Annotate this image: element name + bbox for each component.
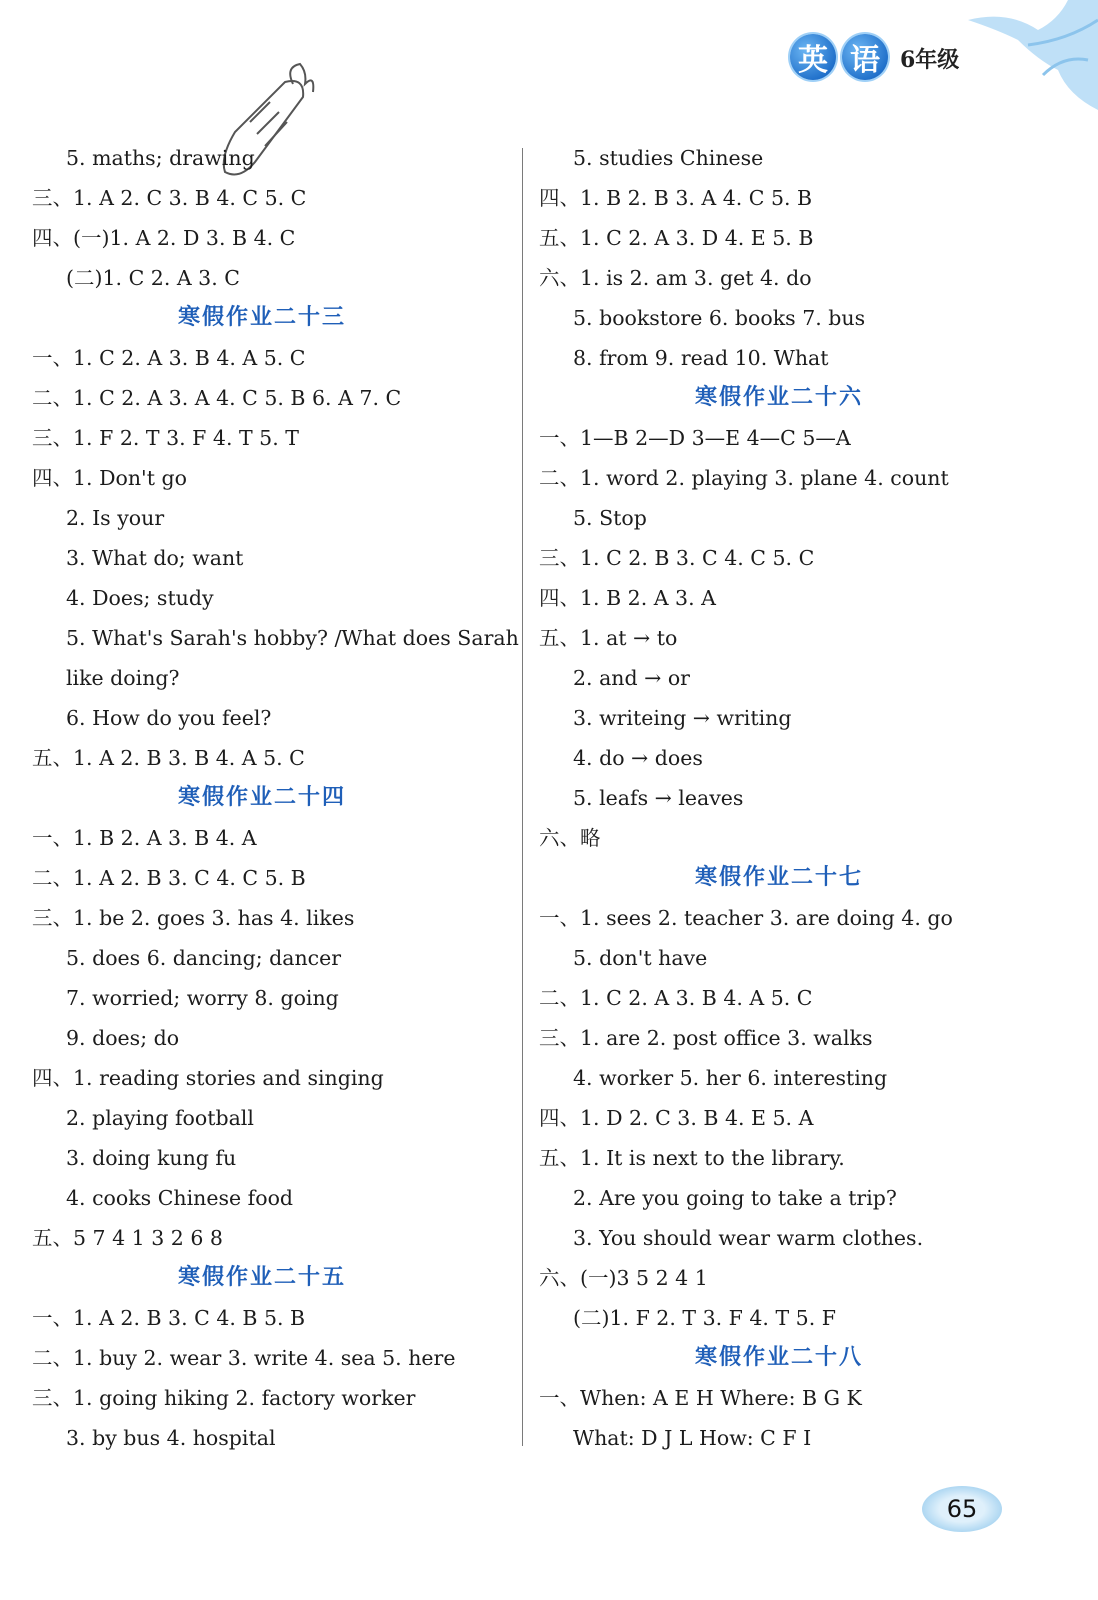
answer-line: 三、1. C 2. B 3. C 4. C 5. C bbox=[539, 546, 815, 570]
answer-line: 一、1. A 2. B 3. C 4. B 5. B bbox=[32, 1306, 306, 1330]
answer-line: 二、1. buy 2. wear 3. write 4. sea 5. here bbox=[32, 1346, 456, 1370]
answer-line: 4. Does; study bbox=[66, 586, 214, 610]
section-title: 寒假作业二十七 bbox=[694, 865, 863, 890]
answer-line: 三、1. be 2. goes 3. has 4. likes bbox=[32, 906, 355, 930]
section-title: 寒假作业二十五 bbox=[177, 1265, 346, 1290]
answer-line: like doing? bbox=[66, 666, 180, 690]
answer-line: 5. leafs → leaves bbox=[573, 786, 744, 810]
answer-line: 2. and → or bbox=[573, 666, 690, 690]
section-title: 寒假作业二十八 bbox=[694, 1345, 863, 1370]
answer-line: 二、1. word 2. playing 3. plane 4. count bbox=[539, 466, 949, 490]
answer-line: 五、5 7 4 1 3 2 6 8 bbox=[32, 1226, 223, 1250]
answer-line: 一、1. sees 2. teacher 3. are doing 4. go bbox=[539, 906, 953, 930]
answer-line: 2. Is your bbox=[66, 506, 165, 530]
answer-line: 5. does 6. dancing; dancer bbox=[66, 946, 342, 970]
answer-line: 5. maths; drawing bbox=[66, 146, 255, 170]
answer-line: 3. by bus 4. hospital bbox=[66, 1426, 276, 1450]
answer-line: 五、1. at → to bbox=[539, 626, 678, 650]
answer-line: 一、1. B 2. A 3. B 4. A bbox=[32, 826, 257, 850]
answer-line: 二、1. A 2. B 3. C 4. C 5. B bbox=[32, 866, 306, 890]
grade-label: 6年级 bbox=[900, 47, 960, 73]
section-title: 寒假作业二十六 bbox=[694, 385, 863, 410]
answer-line: 三、1. going hiking 2. factory worker bbox=[32, 1386, 416, 1410]
answer-line: 4. cooks Chinese food bbox=[66, 1186, 294, 1210]
page-number: 65 bbox=[946, 1495, 978, 1523]
answer-line: 四、1. B 2. A 3. A bbox=[539, 586, 716, 610]
answer-line: 三、1. A 2. C 3. B 4. C 5. C bbox=[32, 186, 307, 210]
answer-line: 六、(一)3 5 2 4 1 bbox=[539, 1266, 708, 1290]
answer-line: 3. writeing → writing bbox=[573, 706, 792, 730]
answer-line: 3. doing kung fu bbox=[66, 1146, 237, 1170]
answer-line: 四、1. D 2. C 3. B 4. E 5. A bbox=[539, 1106, 814, 1130]
page-number-badge bbox=[922, 1486, 1002, 1532]
answer-line: 5. What's Sarah's hobby? /What does Sarah bbox=[66, 626, 519, 650]
section-title: 寒假作业二十三 bbox=[177, 305, 346, 330]
snow-branch-icon bbox=[948, 0, 1098, 110]
answer-line: 8. from 9. read 10. What bbox=[573, 346, 829, 370]
answer-line: 五、1. A 2. B 3. B 4. A 5. C bbox=[32, 746, 305, 770]
subject-badge-second: 语 bbox=[842, 34, 888, 80]
answer-line: 4. do → does bbox=[573, 746, 703, 770]
answer-line: 二、1. C 2. A 3. A 4. C 5. B 6. A 7. C bbox=[32, 386, 402, 410]
answer-line: 一、When: A E H Where: B G K bbox=[539, 1386, 862, 1410]
answer-line: (二)1. C 2. A 3. C bbox=[66, 266, 240, 290]
answer-line: 6. How do you feel? bbox=[66, 706, 272, 730]
answer-line: 六、略 bbox=[539, 826, 601, 850]
answer-line: 5. studies Chinese bbox=[573, 146, 764, 170]
answer-line: 二、1. C 2. A 3. B 4. A 5. C bbox=[539, 986, 813, 1010]
answer-line: 7. worried; worry 8. going bbox=[66, 986, 339, 1010]
answer-line: 三、1. F 2. T 3. F 4. T 5. T bbox=[32, 426, 299, 450]
answer-line: 五、1. It is next to the library. bbox=[539, 1146, 845, 1170]
answer-line: 5. don't have bbox=[573, 946, 708, 970]
answer-line: What: D J L How: C F I bbox=[573, 1426, 812, 1450]
left-column bbox=[32, 138, 519, 1458]
answer-line: 三、1. are 2. post office 3. walks bbox=[539, 1026, 873, 1050]
answer-line: 3. You should wear warm clothes. bbox=[573, 1226, 924, 1250]
answer-line: 四、1. B 2. B 3. A 4. C 5. B bbox=[539, 186, 813, 210]
answer-line: 5. bookstore 6. books 7. bus bbox=[573, 306, 866, 330]
answer-line: 2. playing football bbox=[66, 1106, 254, 1130]
answer-line: 3. What do; want bbox=[66, 546, 244, 570]
answer-line: 一、1. C 2. A 3. B 4. A 5. C bbox=[32, 346, 306, 370]
answer-line: 一、1—B 2—D 3—E 4—C 5—A bbox=[539, 426, 851, 450]
subject-badge-first: 英 bbox=[790, 34, 836, 80]
answer-line: 9. does; do bbox=[66, 1026, 180, 1050]
column-divider bbox=[522, 148, 523, 1446]
answer-line: 4. worker 5. her 6. interesting bbox=[573, 1066, 888, 1090]
answer-line: 四、1. Don't go bbox=[32, 466, 187, 490]
right-column bbox=[539, 138, 1019, 1458]
answer-line: 2. Are you going to take a trip? bbox=[573, 1186, 897, 1210]
answer-line: 四、(一)1. A 2. D 3. B 4. C bbox=[32, 226, 296, 250]
section-title: 寒假作业二十四 bbox=[177, 785, 346, 810]
answer-line: 5. Stop bbox=[573, 506, 647, 530]
answer-line: 六、1. is 2. am 3. get 4. do bbox=[539, 266, 812, 290]
answer-line: 四、1. reading stories and singing bbox=[32, 1066, 384, 1090]
answer-line: (二)1. F 2. T 3. F 4. T 5. F bbox=[573, 1306, 836, 1330]
answer-line: 五、1. C 2. A 3. D 4. E 5. B bbox=[539, 226, 814, 250]
